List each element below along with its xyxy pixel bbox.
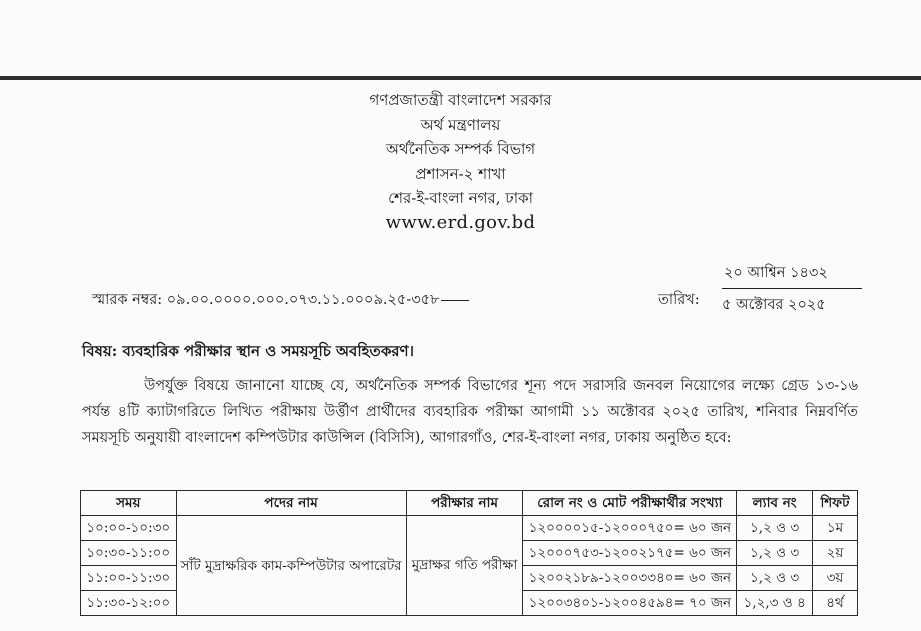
top-divider (0, 76, 921, 80)
cell-post: সাঁট মুদ্রাক্ষরিক কাম-কম্পিউটার অপারেটর (176, 516, 406, 616)
memo-number (92, 289, 469, 313)
date-block (722, 262, 862, 318)
cell-roll: ১২০০২১৮৯-১২০০৩৩৪০= ৬০ জন (523, 566, 737, 591)
memo-value: ০৯.০০.০০০০.০০০.০৭৩.১১.০০০৯.২৫-৩৫৮ (166, 292, 440, 308)
subject-line: বিষয়: ব্যবহারিক পরীক্ষার স্থান ও সময়সূচি অবহিতকরণ। (82, 342, 414, 360)
header-time: সময় (81, 491, 177, 516)
header-line-division: অর্থনৈতিক সম্পর্ক বিভাগ (385, 140, 536, 158)
cell-roll: ১২০০০৭৫৩-১২০০২১৭৫= ৬০ জন (523, 541, 737, 566)
cell-lab: ১,২ ও ৩ (737, 566, 813, 591)
cell-time: ১১:০০-১১:৩০ (81, 566, 177, 591)
header-line-branch: প্রশাসন-২ শাখা (415, 164, 506, 183)
cell-shift: ৪র্থ (812, 591, 857, 616)
header-post: পদের নাম (176, 491, 406, 516)
date-bangla: ২০ আশ্বিন ১৪৩২ (722, 262, 862, 289)
header-roll: রোল নং ও মোট পরীক্ষার্থীর সংখ্যা (523, 491, 737, 516)
cell-roll: ১২০০৩৪০১-১২০০৪৫৯৪= ৭০ জন (523, 591, 737, 616)
header-website: www.erd.gov.bd (385, 211, 536, 233)
cell-lab: ১,২ ও ৩ (737, 541, 813, 566)
memo-label: স্মারক নম্বর: (92, 292, 163, 308)
header-exam: পরীক্ষার নাম (406, 491, 523, 516)
letterhead (0, 88, 921, 235)
cell-shift: ২য় (812, 541, 857, 566)
cell-exam: মুদ্রাক্ষর গতি পরীক্ষা (406, 516, 523, 616)
header-shift: শিফট (812, 491, 857, 516)
cell-shift: ৩য় (812, 566, 857, 591)
header-lab: ল্যাব নং (737, 491, 813, 516)
cell-time: ১০:৩০-১১:০০ (81, 541, 177, 566)
date-english: ৫ অক্টোবর ২০২৫ (722, 297, 826, 313)
cell-roll: ১২০০০০১৫-১২০০০৭৫০= ৬০ জন (523, 516, 737, 541)
memo-underline (441, 300, 469, 301)
cell-shift: ১ম (812, 516, 857, 541)
cell-lab: ১,২ ও ৩ (737, 516, 813, 541)
cell-time: ১০:০০-১০:৩০ (81, 516, 177, 541)
table-row (81, 516, 858, 541)
header-line-address: শের-ই-বাংলা নগর, ঢাকা (388, 189, 533, 207)
body-text: উপর্যুক্ত বিষয়ে জানানো যাচ্ছে যে, অর্থনৈতিক সম্পর্ক বিভাগের শূন্য পদে সরাসরি জনবল নিয়োগের লক্ষ্যে গ্রেড ১৩-১৬ পর্যন্ত ৪টি ক্যাটাগরিতে লিখিত পরীক্ষায় উর্ত্তীণ প্রার্থীদের ব্যবহারিক পরীক্ষা আগামী ১১ অক্টোবর ২০২৫ তারিখ, শনিবার নিম্নবর্ণিত সময়সূচি অনুযায়ী বাংলাদেশ কম্পিউটার কাউন্সিল (বিসিসি), আগারগাঁও, শের-ই-বাংলা নগর, ঢাকায় অনুষ্ঠিত হবে: (82, 378, 858, 446)
schedule-table (80, 490, 858, 616)
header-line-government: গণপ্রজাতন্ত্রী বাংলাদেশ সরকার (369, 91, 552, 109)
cell-lab: ১,২,৩ ও ৪ (737, 591, 813, 616)
date-label: তারিখ: (658, 292, 700, 308)
body-paragraph (82, 373, 858, 451)
header-line-ministry: অর্থ মন্ত্রণালয় (420, 115, 501, 134)
table-header-row (81, 491, 858, 516)
cell-time: ১১:৩০-১২:০০ (81, 591, 177, 616)
